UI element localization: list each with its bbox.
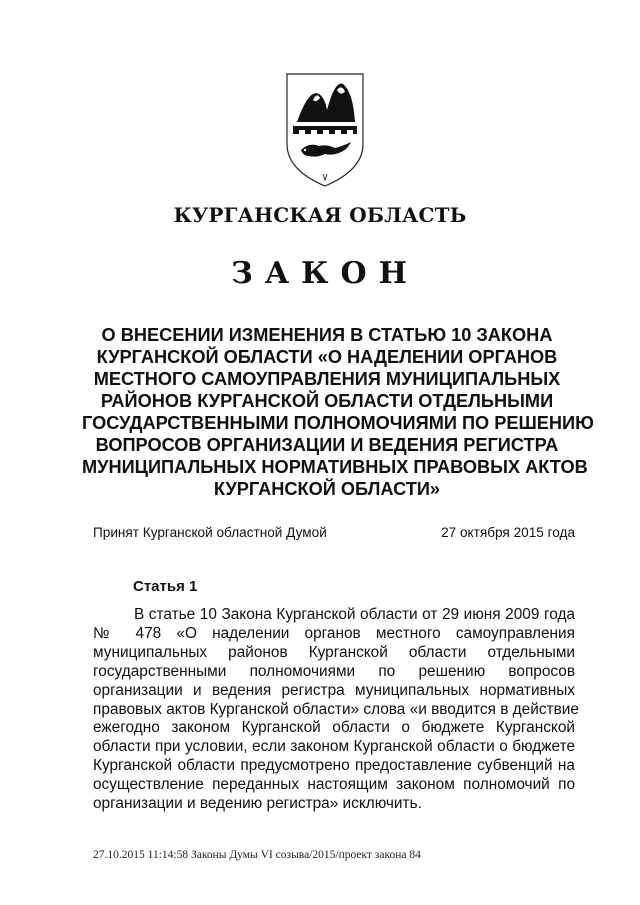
footer-stamp: 27.10.2015 11:14:58 Законы Думы VI созыва/2015/проект закона 84	[93, 849, 421, 861]
document-type-title: ЗАКОН	[231, 256, 419, 291]
adopted-by-text: Принят Курганской областной Думой	[93, 525, 327, 540]
article-line: государственными полномочиями по решению вопросов	[93, 662, 575, 680]
article-line: правовых актов Курганской области» слова «и вводится в действие	[93, 700, 579, 718]
article-line: организации и ведению регистра» исключить.	[93, 795, 422, 813]
adoption-date: 27 октября 2015 года	[441, 525, 575, 540]
marten-eye	[304, 149, 306, 151]
article-line: В статье 10 Закона Курганской области от 29 июня 2009 года	[134, 606, 575, 623]
law-title-line: КУРГАНСКОЙ ОБЛАСТИ»	[213, 479, 441, 499]
region-name: КУРГАНСКАЯ ОБЛАСТЬ	[173, 203, 467, 227]
law-title-line: МУНИЦИПАЛЬНЫХ НОРМАТИВНЫХ ПРАВОВЫХ АКТОВ	[82, 457, 588, 477]
law-title-line: МЕСТНОГО САМОУПРАВЛЕНИЯ МУНИЦИПАЛЬНЫХ	[93, 369, 561, 389]
article-line: муниципальных районов Курганской области отдельными	[93, 643, 575, 661]
article-line: организации и ведения регистра муниципальных нормативных	[93, 681, 575, 699]
article-line: ежегодно законом Курганской области о бюджете Курганской	[93, 719, 575, 737]
law-title-line: ВОПРОСОВ ОРГАНИЗАЦИИ И ВЕДЕНИЯ РЕГИСТРА	[95, 435, 559, 455]
coat-of-arms-graphic	[283, 70, 367, 190]
article-line: Курганской области предусмотрено предоставление субвенций на	[93, 757, 575, 775]
law-title-line: ГОСУДАРСТВЕННЫМИ ПОЛНОМОЧИЯМИ ПО РЕШЕНИЮ	[82, 413, 594, 433]
law-title-line: РАЙОНОВ КУРГАНСКОЙ ОБЛАСТИ ОТДЕЛЬНЫМИ	[100, 391, 554, 411]
article-heading: Статья 1	[133, 578, 198, 595]
article-line: осуществление переданных настоящим законом полномочий по	[93, 776, 575, 794]
coat-of-arms-icon	[283, 70, 367, 190]
law-title-line: КУРГАНСКОЙ ОБЛАСТИ «О НАДЕЛЕНИИ ОРГАНОВ	[96, 347, 558, 367]
article-line: № 478 «О наделении органов местного самоуправления	[93, 624, 575, 642]
article-line: области при условии, если законом Курганской области о бюджете	[93, 738, 575, 756]
law-title	[82, 324, 594, 500]
law-title-line: О ВНЕСЕНИИ ИЗМЕНЕНИЯ В СТАТЬЮ 10 ЗАКОНА	[101, 325, 553, 345]
article-body	[93, 606, 579, 814]
